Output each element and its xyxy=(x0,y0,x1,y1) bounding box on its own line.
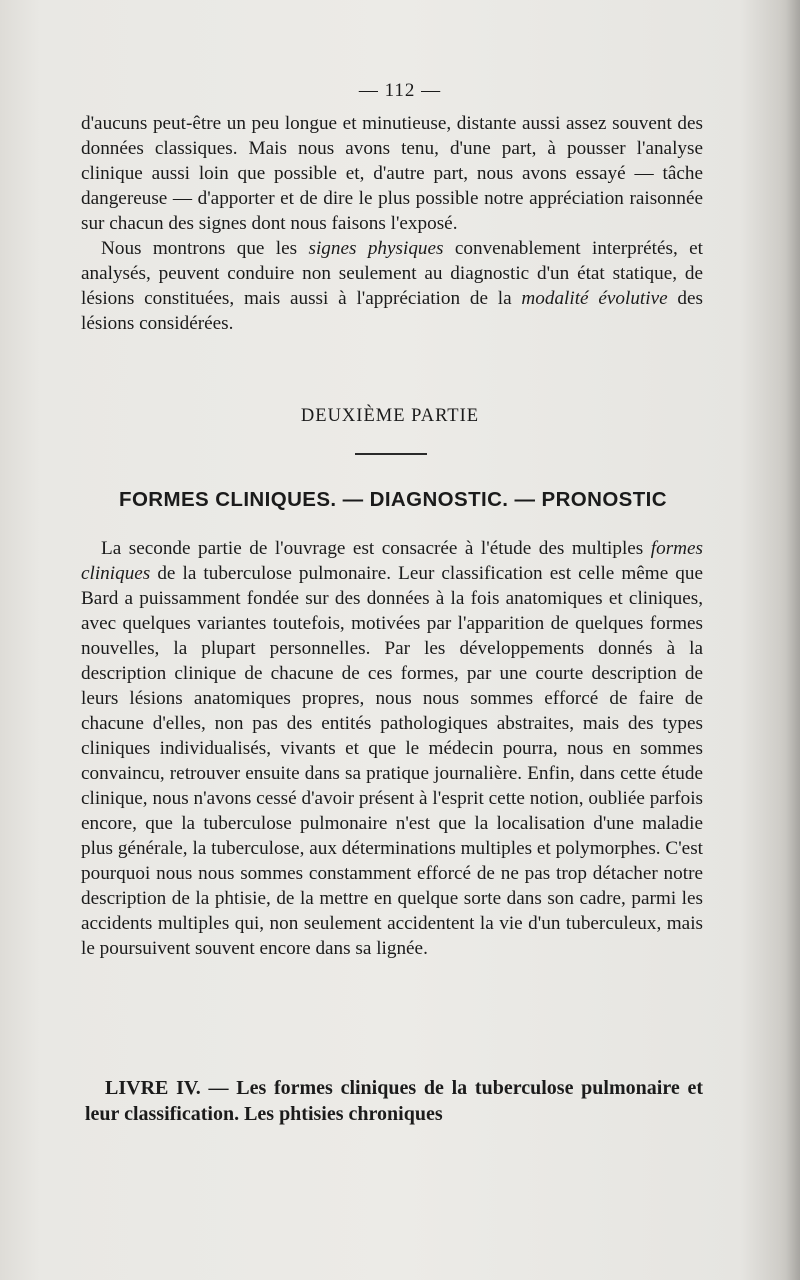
section-title: FORMES CLINIQUES. — DIAGNOSTIC. — PRONOSTIC xyxy=(119,488,667,511)
intro-text xyxy=(81,111,703,336)
livre-heading xyxy=(85,1075,703,1127)
part-heading: DEUXIÈME PARTIE xyxy=(300,406,480,426)
intro-paragraph-2 xyxy=(81,236,703,336)
intro-paragraph-1: d'aucuns peut-être un peu longue et minutieuse, distante aussi assez souvent des données classiques. Mais nous avons tenu, d'une part, à pousser l'analyse clinique aussi loin que possible et, d'autre part, nous avons essayé — tâche dangereuse — d'apporter et de dire le plus possible notre appréciation raisonnée sur chacun des signes dont nous faisons l'exposé. xyxy=(81,113,703,234)
page-number: — 112 — xyxy=(358,80,442,101)
intro-p2-italic-2: modalité évolutive xyxy=(521,288,668,309)
intro-p2-text-a: Nous montrons que les xyxy=(101,238,309,259)
heading-divider xyxy=(355,453,427,455)
binding-shadow xyxy=(786,0,800,1280)
section-text xyxy=(81,536,703,961)
intro-p2-text-b: convenablement interprétés, et analysés, peuvent conduire non seulement au diagnostic d'un état statique, de lésions constituées, mais aussi à l'appréciation de la xyxy=(81,238,703,309)
livre-heading-text: LIVRE IV. — Les formes cliniques de la tuberculose pulmonaire et leur classification. Les phtisies chroniques xyxy=(85,1077,703,1125)
section-italic: formes cliniques xyxy=(81,538,703,584)
section-paragraph xyxy=(81,536,703,961)
intro-p2-text-c: des lésions considérées. xyxy=(81,288,703,334)
intro-p2-italic-1: signes physiques xyxy=(308,238,444,259)
section-text-b: de la tuberculose pulmonaire. Leur classification est celle même que Bard a puissamment fondée sur des données à la fois anatomiques et cliniques, avec quelques variantes toutefois, motivées par l'apparition de quelques formes nouvelles, la plupart personnelles. Par les développements donnés à la description clinique de chacune de ces formes, par une courte description de leurs lésions anatomiques propres, nous nous sommes efforcé de faire de chacune d'elles, non pas des entités pathologiques abstraites, mais des types cliniques individualisés, vivants et que le médecin pourra, nous en sommes convaincu, retrouver ensuite dans sa pratique journalière. Enfin, dans cette étude clinique, nous n'avons cessé d'avoir présent à l'esprit cette notion, oubliée parfois encore, que la tuberculose pulmonaire n'est que la localisation d'une maladie plus générale, la tuberculose, aux déterminations multiples et polymorphes. C'est pourquoi nous nous sommes constamment efforcé de ne pas trop détacher notre description de la phtisie, de la mettre en quelque sorte dans son cadre, parmi les accidents multiples qui, non seulement accidentent la vie d'un tuberculeux, mais le poursuivent souvent encore dans sa lignée. xyxy=(81,563,703,959)
section-text-a: La seconde partie de l'ouvrage est consacrée à l'étude des multiples xyxy=(101,538,651,559)
